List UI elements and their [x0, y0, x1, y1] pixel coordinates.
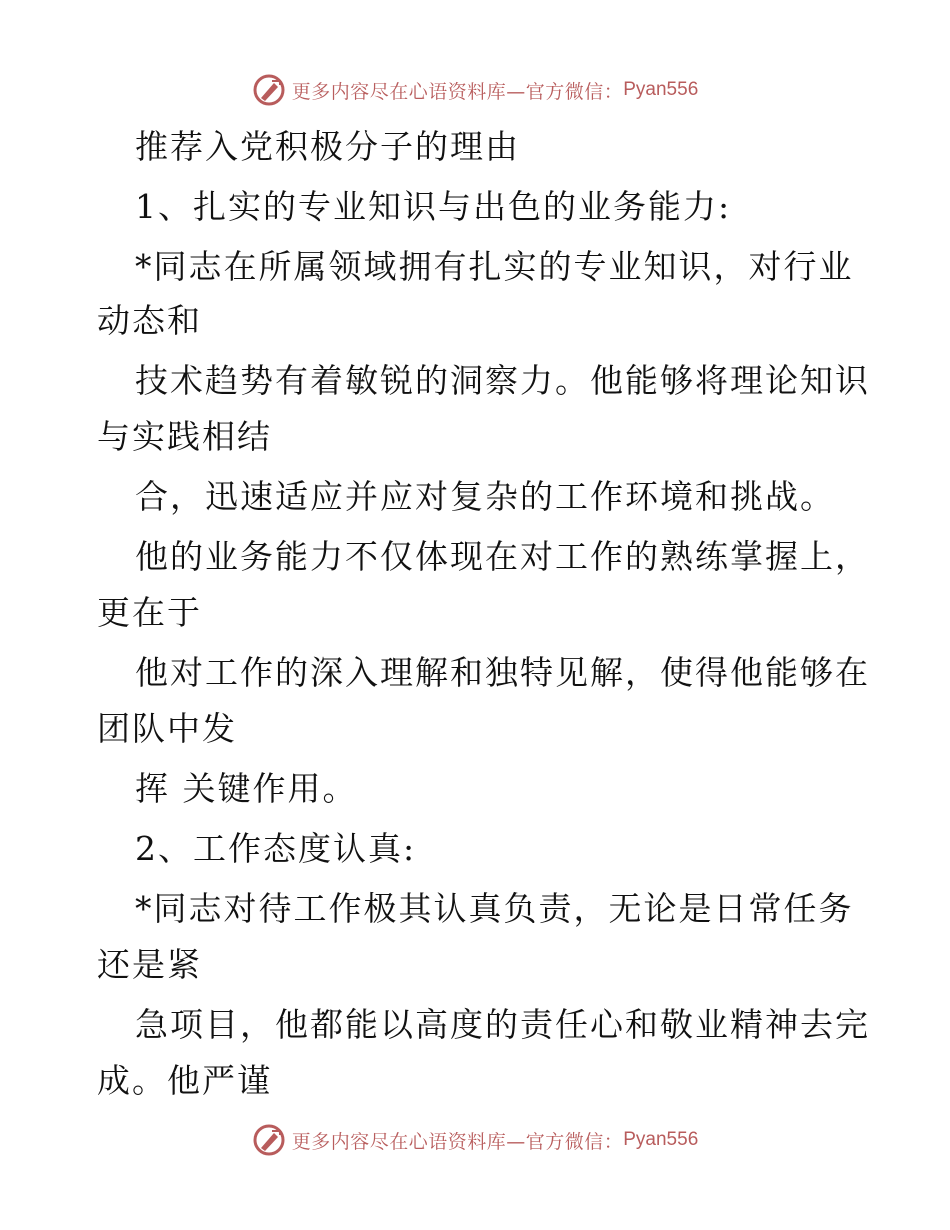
paragraph-line: 更在于 [97, 593, 202, 632]
paragraph-line: 团队中发 [97, 709, 237, 748]
section-heading-1: 1、扎实的专业知识与出色的业务能力: [135, 187, 732, 226]
pen-circle-logo-icon [252, 1123, 286, 1157]
section-heading-2: 2、工作态度认真: [135, 829, 417, 868]
banner-wechat-id: Pyan556 [623, 79, 699, 100]
paragraph-line: 合，迅速适应并应对复杂的工作环境和挑战。 [135, 477, 835, 516]
header-banner [0, 70, 950, 110]
paragraph-line: 他的业务能力不仅体现在对工作的熟练掌握上， [135, 537, 870, 576]
banner-text: 更多内容尽在心语资料库—官方微信： [291, 1130, 624, 1153]
paragraph-line: 动态和 [97, 301, 202, 340]
banner-text: 更多内容尽在心语资料库—官方微信： [291, 80, 624, 103]
banner-wechat-id: Pyan556 [623, 1129, 699, 1150]
document-title: 推荐入党积极分子的理由 [135, 127, 520, 166]
paragraph-line: 技术趋势有着敏锐的洞察力。他能够将理论知识 [135, 361, 870, 400]
paragraph-line: 与实践相结 [97, 417, 272, 456]
pen-circle-logo-icon [252, 73, 286, 107]
paragraph-line: 挥 关键作用。 [135, 769, 358, 808]
paragraph-line: *同志对待工作极其认真负责，无论是日常任务 [135, 889, 854, 928]
paragraph-line: 他对工作的深入理解和独特见解，使得他能够在 [135, 653, 870, 692]
paragraph-line: 成。他严谨 [97, 1061, 272, 1100]
paragraph-line: 急项目，他都能以高度的责任心和敬业精神去完 [135, 1005, 870, 1044]
footer-banner [0, 1120, 950, 1160]
paragraph-line: *同志在所属领域拥有扎实的专业知识，对行业 [135, 247, 854, 286]
paragraph-line: 还是紧 [97, 945, 202, 984]
